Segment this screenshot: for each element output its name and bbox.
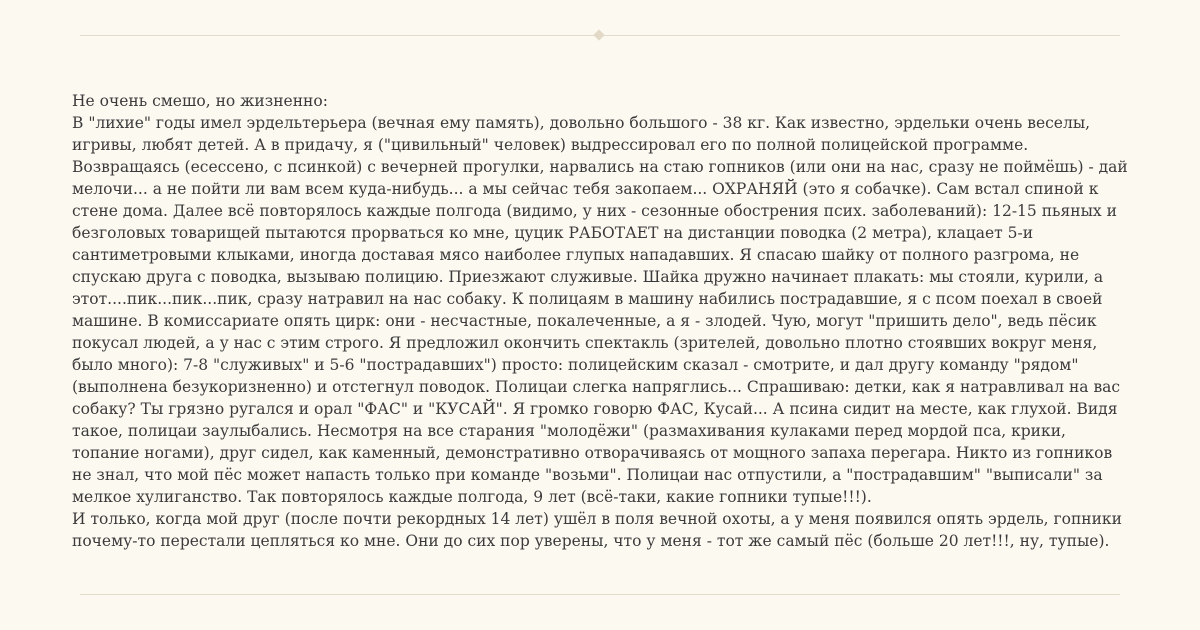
story-body: В "лихие" годы имел эрдельтерьера (вечная ему память), довольно большого - 38 кг. Как известно, эрдельки очень веселы, игривы, любят детей. А в придачу, я ("цивильный" человек) выдрессировал его по полной полицейской программе. Возвращаясь (есессено, с псинкой) с вечерней прогулки, нарвались на стаю гопников (или они на нас, сразу не поймёшь) - дай мелочи... а не пойти ли вам всем куда-нибудь... а мы сейчас тебя закопаем... ОХРАНЯЙ (это я собачке). Сам встал спиной к стене дома. Далее всё повторялось каждые полгода (видимо, у них - сезонные обострения псих. заболеваний): 12-15 пьяных и безголовых товарищей пытаются прорваться ко мне, цуцик РАБОТАЕТ на дистанции поводка (2 метра), клацает 5-и сантиметровыми клыками, иногда доставая мясо наиболее глупых нападавших. Я спасаю шайку от полного разгрома, не спускаю друга с поводка, вызываю полицию. Приезжают служивые. Шайка дружно начинает плакать: мы стояли, курили, а этот....пик...пик...пик, сразу натравил на нас собаку. К полицаям в машину набились пострадавшие, я с псом поехал в своей машине. В комиссариате опять цирк: они - несчастные, покалеченные, а я - злодей. Чую, могут "пришить дело", ведь пёсик покусал людей, а у нас с этим строго. Я предложил окончить спектакль (зрителей, довольно плотно стоявших вокруг меня, было много): 7-8 "служивых" и 5-6 "пострадавших") просто: полицейским сказал - смотрите, и дал другу команду "рядом" (выполнена безукоризненно) и отстегнул поводок. Полицаи слегка напряглись... Спрашиваю: детки, как я натравливал на вас собаку? Ты грязно ругался и орал "ФАС" и "КУСАЙ". Я громко говорю ФАС, Кусай... А псина сидит на месте, как глухой. Видя такое, полицаи заулыбались. Несмотря на все старания "молодёжи" (размахивания кулаками перед мордой пса, крики, топание ногами), друг сидел, как каменный, демонстративно отворачиваясь от мощного запаха перегара. Никто из гопников не знал, что мой пёс может напасть только при команде "возьми". Полицаи нас отпустили, а "пострадавшим" "выписали" за мелкое хулиганство. Так повторялось каждые полгода, 9 лет (всё-таки, какие гопники тупые!!!).	[72, 114, 1128, 506]
story-text	[72, 90, 1132, 552]
bottom-divider	[80, 594, 1120, 595]
story-intro: Не очень смешо, но жизненно:	[72, 92, 328, 110]
diamond-ornament-icon	[593, 29, 604, 40]
story-ending: И только, когда мой друг (после почти рекордных 14 лет) ушёл в поля вечной охоты, а у меня появился опять эрдель, гопники почему-то перестали цепляться ко мне. Они до сих пор уверены, что у меня - тот же самый пёс (больше 20 лет!!!, ну, тупые).	[72, 510, 1122, 550]
